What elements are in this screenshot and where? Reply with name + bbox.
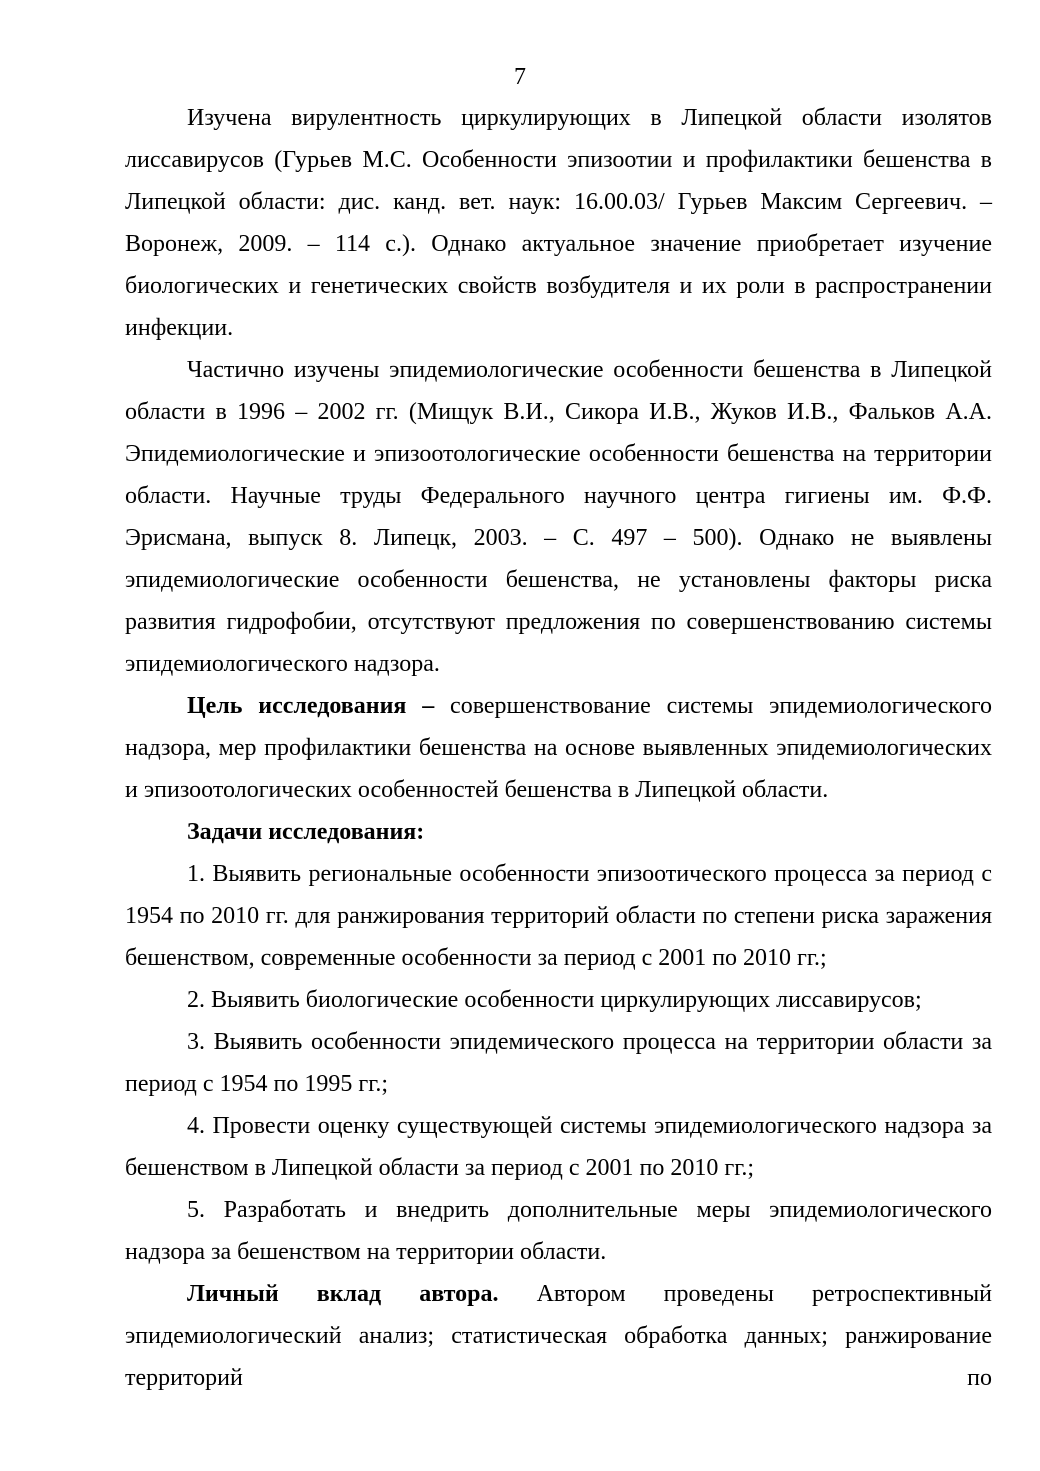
paragraph-lead: Личный вклад автора. [187,1281,499,1307]
task-item-1 [125,853,992,979]
paragraph-research-goal [125,685,992,811]
paragraph-text: Изучена вирулентность циркулирующих в Липецкой области изолятов лиссавирусов (Гурьев М.С. Особенности эпизоотии и профилактики бешенства в Липецкой области: дис. канд. вет. наук: 16.00.03/ Гурьев Максим Сергеевич. – Воронеж, 2009. – 114 с.). Однако актуальное значение приобретает изучение биологических и генетических свойств возбудителя и их роли в распространении инфекции. [125,105,992,341]
paragraph-text: Автором проведены ретроспективный эпидемиологический анализ; статистическая обработка данных; ранжирование территорий по [125,1281,993,1391]
paragraph-text: 4. Провести оценку существующей системы эпидемиологического надзора за бешенством в Липецкой области за период с 2001 по 2010 гг.; [125,1113,992,1181]
heading-research-tasks [125,811,992,853]
paragraph-text: 2. Выявить биологические особенности циркулирующих лиссавирусов; [187,987,922,1013]
paragraph-virulence [125,97,992,349]
paragraph-lead: Задачи исследования: [187,819,425,845]
paragraph-text: Частично изучены эпидемиологические особенности бешенства в Липецкой области в 1996 – 2002 гг. (Мищук В.И., Сикора И.В., Жуков И.В., Фальков А.А. Эпидемиологические и эпизоотологические особенности бешенства на территории области. Научные труды Федерального научного центра гигиены им. Ф.Ф. Эрисмана, выпуск 8. Липецк, 2003. – С. 497 – 500). Однако не выявлены эпидемиологические особенности бешенства, не установлены факторы риска развития гидрофобии, отсутствуют предложения по совершенствованию системы эпидемиологического надзора. [125,357,992,677]
paragraph-text: 5. Разработать и внедрить дополнительные меры эпидемиологического надзора за бешенством на территории области. [125,1197,992,1265]
document-body [125,97,992,1399]
task-item-5 [125,1189,992,1273]
paragraph-author-contribution [125,1273,992,1399]
task-item-4 [125,1105,992,1189]
paragraph-text: совершенствование системы эпидемиологического надзора, мер профилактики бешенства на основе выявленных эпидемиологических и эпизоотологических особенностей бешенства в Липецкой области. [125,693,992,803]
paragraph-text: 1. Выявить региональные особенности эпизоотического процесса за период с 1954 по 2010 гг. для ранжирования территорий области по степени риска заражения бешенством, современные особенности за период с 2001 по 2010 гг.; [125,861,992,971]
paragraph-lead: Цель исследования – [187,693,435,719]
paragraph-text: 3. Выявить особенности эпидемического процесса на территории области за период с 1954 по 1995 гг.; [125,1029,992,1097]
paragraph-epidemiology [125,349,992,685]
task-item-3 [125,1021,992,1105]
task-item-2 [125,979,992,1021]
page-number: 7 [514,64,526,90]
